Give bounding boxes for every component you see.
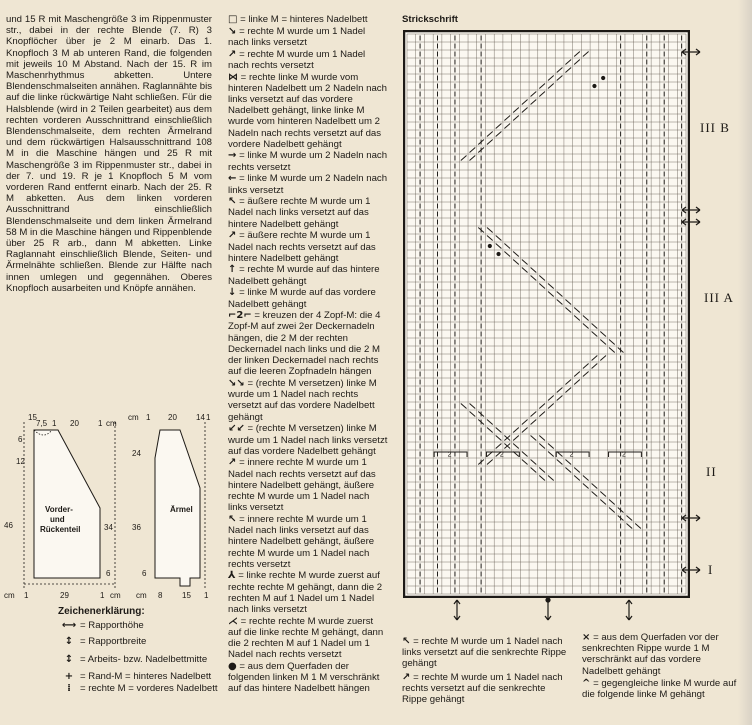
front-back-piece — [34, 430, 100, 578]
dot-stitch-mark — [602, 76, 605, 79]
dim-sleeve-bottom-8: 8 — [158, 591, 163, 600]
inner-left-icon: ↖ — [228, 513, 237, 525]
symbol-entry-up — [228, 264, 388, 286]
symbol-text: = linke M wurde um 2 Nadeln nach rechts versetzt — [228, 150, 388, 173]
dim-bottom-1b: 1 — [100, 591, 105, 600]
symbol-text: = innere rechte M wurde um 1 Nadel nach links versetzt auf das hintere Nadelbett gehängt, äußere rechte M wurde um 1 Nadel nach rechts versetzt — [228, 513, 375, 570]
dim-sleeve-20: 20 — [168, 413, 177, 422]
chart-bottom-markers — [403, 598, 690, 624]
symbol-entry-empty — [228, 14, 388, 25]
double-arrow-vertical-icon: ↕ — [64, 636, 74, 648]
legend-item — [58, 620, 218, 631]
dim-left-12: 12 — [16, 457, 25, 466]
symbol-text: = kreuzen der 4 Zopf-M: die 4 Zopf-M auf zwei 2er Deckernadeln hängen, die 2 M der rechten Deckernadel nach links und die 2 M der linken Deckernadel nach rechts auf die leeren Zopfnadeln hängen — [228, 310, 381, 378]
symbol-entry-outer-left — [228, 196, 388, 230]
bottom-notes-left — [402, 636, 570, 705]
down-icon: ↓ — [228, 287, 237, 299]
instructions-column — [6, 14, 212, 294]
dim-top-15: 15 — [28, 413, 37, 422]
legend-list — [58, 620, 218, 699]
dim-bottom-cm-2: cm — [110, 591, 121, 600]
dim-top-7-5: 7,5 — [36, 419, 48, 428]
chart-side-markers — [680, 30, 704, 598]
symbol-text: = rechte M wurde um 1 Nadel nach rechts versetzt — [228, 48, 366, 71]
dim-mid-24: 24 — [132, 449, 141, 458]
pair-right-icon: ↙↙ — [228, 423, 245, 435]
rapport-height-marker-2 — [682, 207, 700, 213]
empty-icon: □ — [228, 14, 238, 25]
symbol-text: = (rechte M versetzen) linke M wurde um 1 Nadel nach links versetzt auf das vordere Nadelbett gehängt — [228, 423, 388, 457]
symbol-entry-inner-right — [228, 457, 388, 513]
right-down-icon: ↘ — [228, 25, 237, 37]
dim-sleeve-1a: 1 — [146, 413, 151, 422]
dim-top-1b: 1 — [98, 419, 103, 428]
section-label-iii-b: III B — [700, 120, 730, 135]
cross-back-icon: ⋈ — [228, 71, 238, 83]
legend-item — [58, 683, 218, 694]
symbol-text: = linke M wurde um 2 Nadeln nach links versetzt — [228, 173, 388, 196]
dim-bottom-1a: 1 — [24, 591, 29, 600]
dim-top-cm: cm — [106, 419, 117, 428]
symbol-entry-arrow-right — [228, 150, 388, 172]
symbol-entry-cable — [228, 310, 388, 377]
dot-stitch-mark — [593, 84, 596, 87]
center-marker-icon: ↕ — [64, 653, 74, 665]
legend-item — [58, 671, 218, 682]
symbol-entry-lambda-right — [228, 616, 388, 661]
plus-icon: + — [64, 671, 74, 683]
needle-bed-center-marker — [545, 598, 551, 620]
note-cross — [582, 632, 740, 677]
legend-text: = rechte M = vorderes Nadelbett — [80, 682, 218, 694]
symbol-entry-outer-right — [228, 230, 388, 264]
caret-icon: ^ — [582, 677, 591, 689]
symbol-legend-column — [228, 14, 388, 695]
legend-item — [58, 636, 218, 647]
symbol-entry-pair-left — [228, 378, 388, 423]
arrow-left-up-icon: ↖ — [402, 636, 411, 647]
dot-stitch-mark — [497, 252, 500, 255]
legend-item — [58, 654, 218, 665]
symbol-entry-arrow-left — [228, 173, 388, 195]
cable-number-mark: 2 — [621, 451, 626, 459]
symbol-text: = aus dem Querfaden der folgenden linken M 1 M verschränkt auf das hintere Nadelbett hängen — [228, 661, 380, 695]
dim-bottom-29: 29 — [60, 591, 69, 600]
dim-sleeve-side-36: 36 — [132, 523, 141, 532]
vertical-bar-icon: ⁞ — [67, 682, 71, 694]
arrow-right-icon: → — [228, 150, 237, 162]
note-right-right-shift — [402, 672, 570, 706]
symbol-text: = rechte linke M wurde vom hinteren Nadelbett um 2 Nadeln nach links versetzt auf das vordere Nadelbett gehängt, linke linke M wurde vom hinteren Nadelbett um 2 Nadeln nach rechts versetzt auf das vordere Nadelbett gehängt — [228, 71, 387, 150]
rapport-height-marker-4 — [682, 515, 700, 521]
symbol-entry-lambda-left — [228, 570, 388, 615]
cable-number-mark: 2 — [569, 451, 574, 459]
rapport-height-marker-5 — [682, 567, 700, 573]
lambda-left-icon: ⅄ — [228, 570, 236, 582]
up-icon: ↑ — [228, 264, 237, 276]
legend-title: Zeichenerklärung: — [58, 606, 145, 617]
dim-sleeve-bottom-6: 6 — [142, 569, 147, 578]
note-text: = rechte M wurde um 1 Nadel nach links versetzt auf die senkrechte Rippe gehängt — [402, 636, 567, 670]
front-label-3: Rückenteil — [40, 525, 81, 534]
dim-top-20: 20 — [70, 419, 79, 428]
scan-edge — [738, 0, 752, 725]
dim-mid-34: 34 — [104, 523, 113, 532]
note-text: = gegengleiche linke M wurde auf die folgende linke M gehängt — [582, 677, 737, 701]
outer-left-icon: ↖ — [228, 196, 237, 208]
legend-text: = Arbeits- bzw. Nadelbettmitte — [80, 653, 208, 665]
chart-grid — [404, 31, 689, 597]
rapport-height-marker-1 — [682, 49, 700, 55]
front-label-2: und — [50, 515, 65, 524]
bottom-notes-right — [582, 632, 740, 700]
cable-number-mark: 2 — [447, 451, 452, 459]
dim-top-1a: 1 — [52, 419, 57, 428]
dim-left-46: 46 — [4, 521, 13, 530]
pair-left-icon: ↘↘ — [228, 378, 245, 389]
symbol-entry-down — [228, 287, 388, 309]
dim-left-6: 6 — [18, 435, 23, 444]
lambda-right-icon: ⋌ — [228, 615, 238, 627]
inner-right-icon: ↗ — [228, 457, 237, 469]
dim-sleeve-1b: 1 — [206, 413, 211, 422]
legend-text: = Rapporthöhe — [80, 620, 144, 631]
note-text: = rechte M wurde um 1 Nadel nach rechts versetzt auf die senkrechte Rippe gehängt — [402, 671, 563, 706]
note-caret — [582, 678, 740, 700]
symbol-entry-right-up — [228, 49, 388, 71]
dim-sleeve-bottom-cm: cm — [136, 591, 147, 600]
symbol-text: = rechte M wurde auf das hintere Nadelbett gehängt — [228, 264, 380, 287]
garment-schematics — [0, 408, 225, 603]
outer-right-icon: ↗ — [228, 230, 237, 242]
rapport-height-marker-3 — [682, 219, 700, 225]
dim-sleeve-bottom-15: 15 — [182, 591, 191, 600]
symbol-entry-dot — [228, 661, 388, 695]
dot-icon: ● — [228, 661, 237, 673]
symbol-text: = rechte rechte M wurde zuerst auf die linke rechte M gehängt, dann die 2 rechten M auf 1 Nadel um 1 Nadel nach rechts versetzt — [228, 615, 384, 661]
dim-sleeve-bottom-1: 1 — [204, 591, 209, 600]
arrow-right-up-icon: ↗ — [402, 671, 411, 683]
symbol-text: = linke M wurde auf das vordere Nadelbett gehängt — [228, 287, 376, 310]
symbol-entry-right-down — [228, 26, 388, 48]
dot-stitch-mark — [488, 244, 491, 247]
symbol-text: = äußere rechte M wurde um 1 Nadel nach rechts versetzt auf das hintere Nadelbett gehängt — [228, 230, 376, 264]
legend-text: = Rand-M = hinteres Nadelbett — [80, 671, 212, 683]
cable-icon: ⌐2⌐ — [228, 310, 252, 322]
dim-bottom-cm: cm — [4, 591, 15, 600]
instructions-paragraph: und 15 R mit Maschengröße 3 im Rippenmuster str., dabei in der rechte Blende (7. R) 3 Knopflöcher über je 2 M einarb. Das 1. Knopfloch 3 M ab unteren Rand, die folgenden mit jeweils 10 M Abstand. Nach der 15. R im Maschenrhythmus abketten. Untere Blendenschmalseiten annähen. Raglannähte bis auf die linke rückwärtige Naht schließen. Für die Halsblende (wird in 2 Teilen gearbeitet) aus dem rechten vorderen Ausschnittrand einschließlich Blendenschmalseite, dem rechten Ärmelrand und dem rückwärtigen Halsausschnittrand 108 M in die Maschine hängen und 25 R mit Maschengröße 3 im Rippenmuster str., dabei in der 7. und 19. R je 1 Knopfloch 5 M vom vorderen Rand entfernt einarb. Nach der 25. R M abketten. Aus dem linken vorderen Ausschnittrand einschließlich Blendenschmalseite und dem linken Ärmelrand 58 M in die Maschine hängen und Rippenblende über 25 R arb., dann M abketten. Linke Raglannaht einschließlich Blende, Seiten- und Ärmelnähte schließen. Blende zur Hälfte nach innen umlegen und gegennähen. Oberes Knopfloch ausarbeiten und Knöpfe annähen. — [6, 14, 212, 294]
symbol-entry-inner-left — [228, 514, 388, 570]
rapport-width-marker-left — [454, 600, 460, 620]
note-right-left-shift — [402, 636, 570, 670]
symbol-text: = rechte M wurde um 1 Nadel nach links versetzt — [228, 25, 366, 48]
symbol-text: = innere rechte M wurde um 1 Nadel nach rechts versetzt auf das hintere Nadelbett gehängt, äußere rechte M wurde um 1 Nadel nach links versetzt — [228, 457, 376, 514]
symbol-text: = linke M = hinteres Nadelbett — [240, 14, 368, 25]
sleeve-label: Ärmel — [170, 505, 193, 514]
arrow-left-icon: ← — [228, 173, 237, 185]
rapport-width-marker-right — [626, 600, 632, 620]
symbol-text: = linke rechte M wurde zuerst auf rechte rechte M gehängt, dann die 2 rechten M auf 1 Nadel um 1 Nadel nach links versetzt — [228, 570, 383, 616]
legend-text: = Rapportbreite — [80, 636, 147, 648]
chart-title: Strickschrift — [402, 14, 458, 25]
knitting-chart-svg — [403, 30, 690, 598]
cable-number-mark: 2 — [499, 451, 504, 459]
front-label-1: Vorder- — [45, 505, 73, 514]
double-arrow-horizontal-icon: ⟷ — [61, 620, 77, 631]
dim-sleeve-14: 14 — [196, 413, 205, 422]
note-text: = aus dem Querfaden vor der senkrechten Rippe wurde 1 M verschränkt auf das vordere Nadelbett gehängt — [582, 632, 719, 677]
dim-bottom-6: 6 — [106, 569, 111, 578]
cross-icon: × — [582, 632, 591, 643]
symbol-text: = äußere rechte M wurde um 1 Nadel nach links versetzt auf das hintere Nadelbett gehängt — [228, 196, 371, 230]
symbol-entry-cross-back — [228, 72, 388, 150]
right-up-icon: ↗ — [228, 48, 237, 60]
section-label-ii: II — [706, 464, 717, 479]
symbol-text: = (rechte M versetzen) linke M wurde um 1 Nadel nach rechts versetzt auf das vordere Nadelbett gehängt — [228, 378, 377, 423]
knitting-chart — [403, 30, 690, 598]
symbol-entry-pair-right — [228, 423, 388, 457]
section-label-i: I — [708, 562, 714, 577]
section-label-iii-a: III A — [704, 290, 734, 305]
dim-sleeve-cm: cm — [128, 413, 139, 422]
